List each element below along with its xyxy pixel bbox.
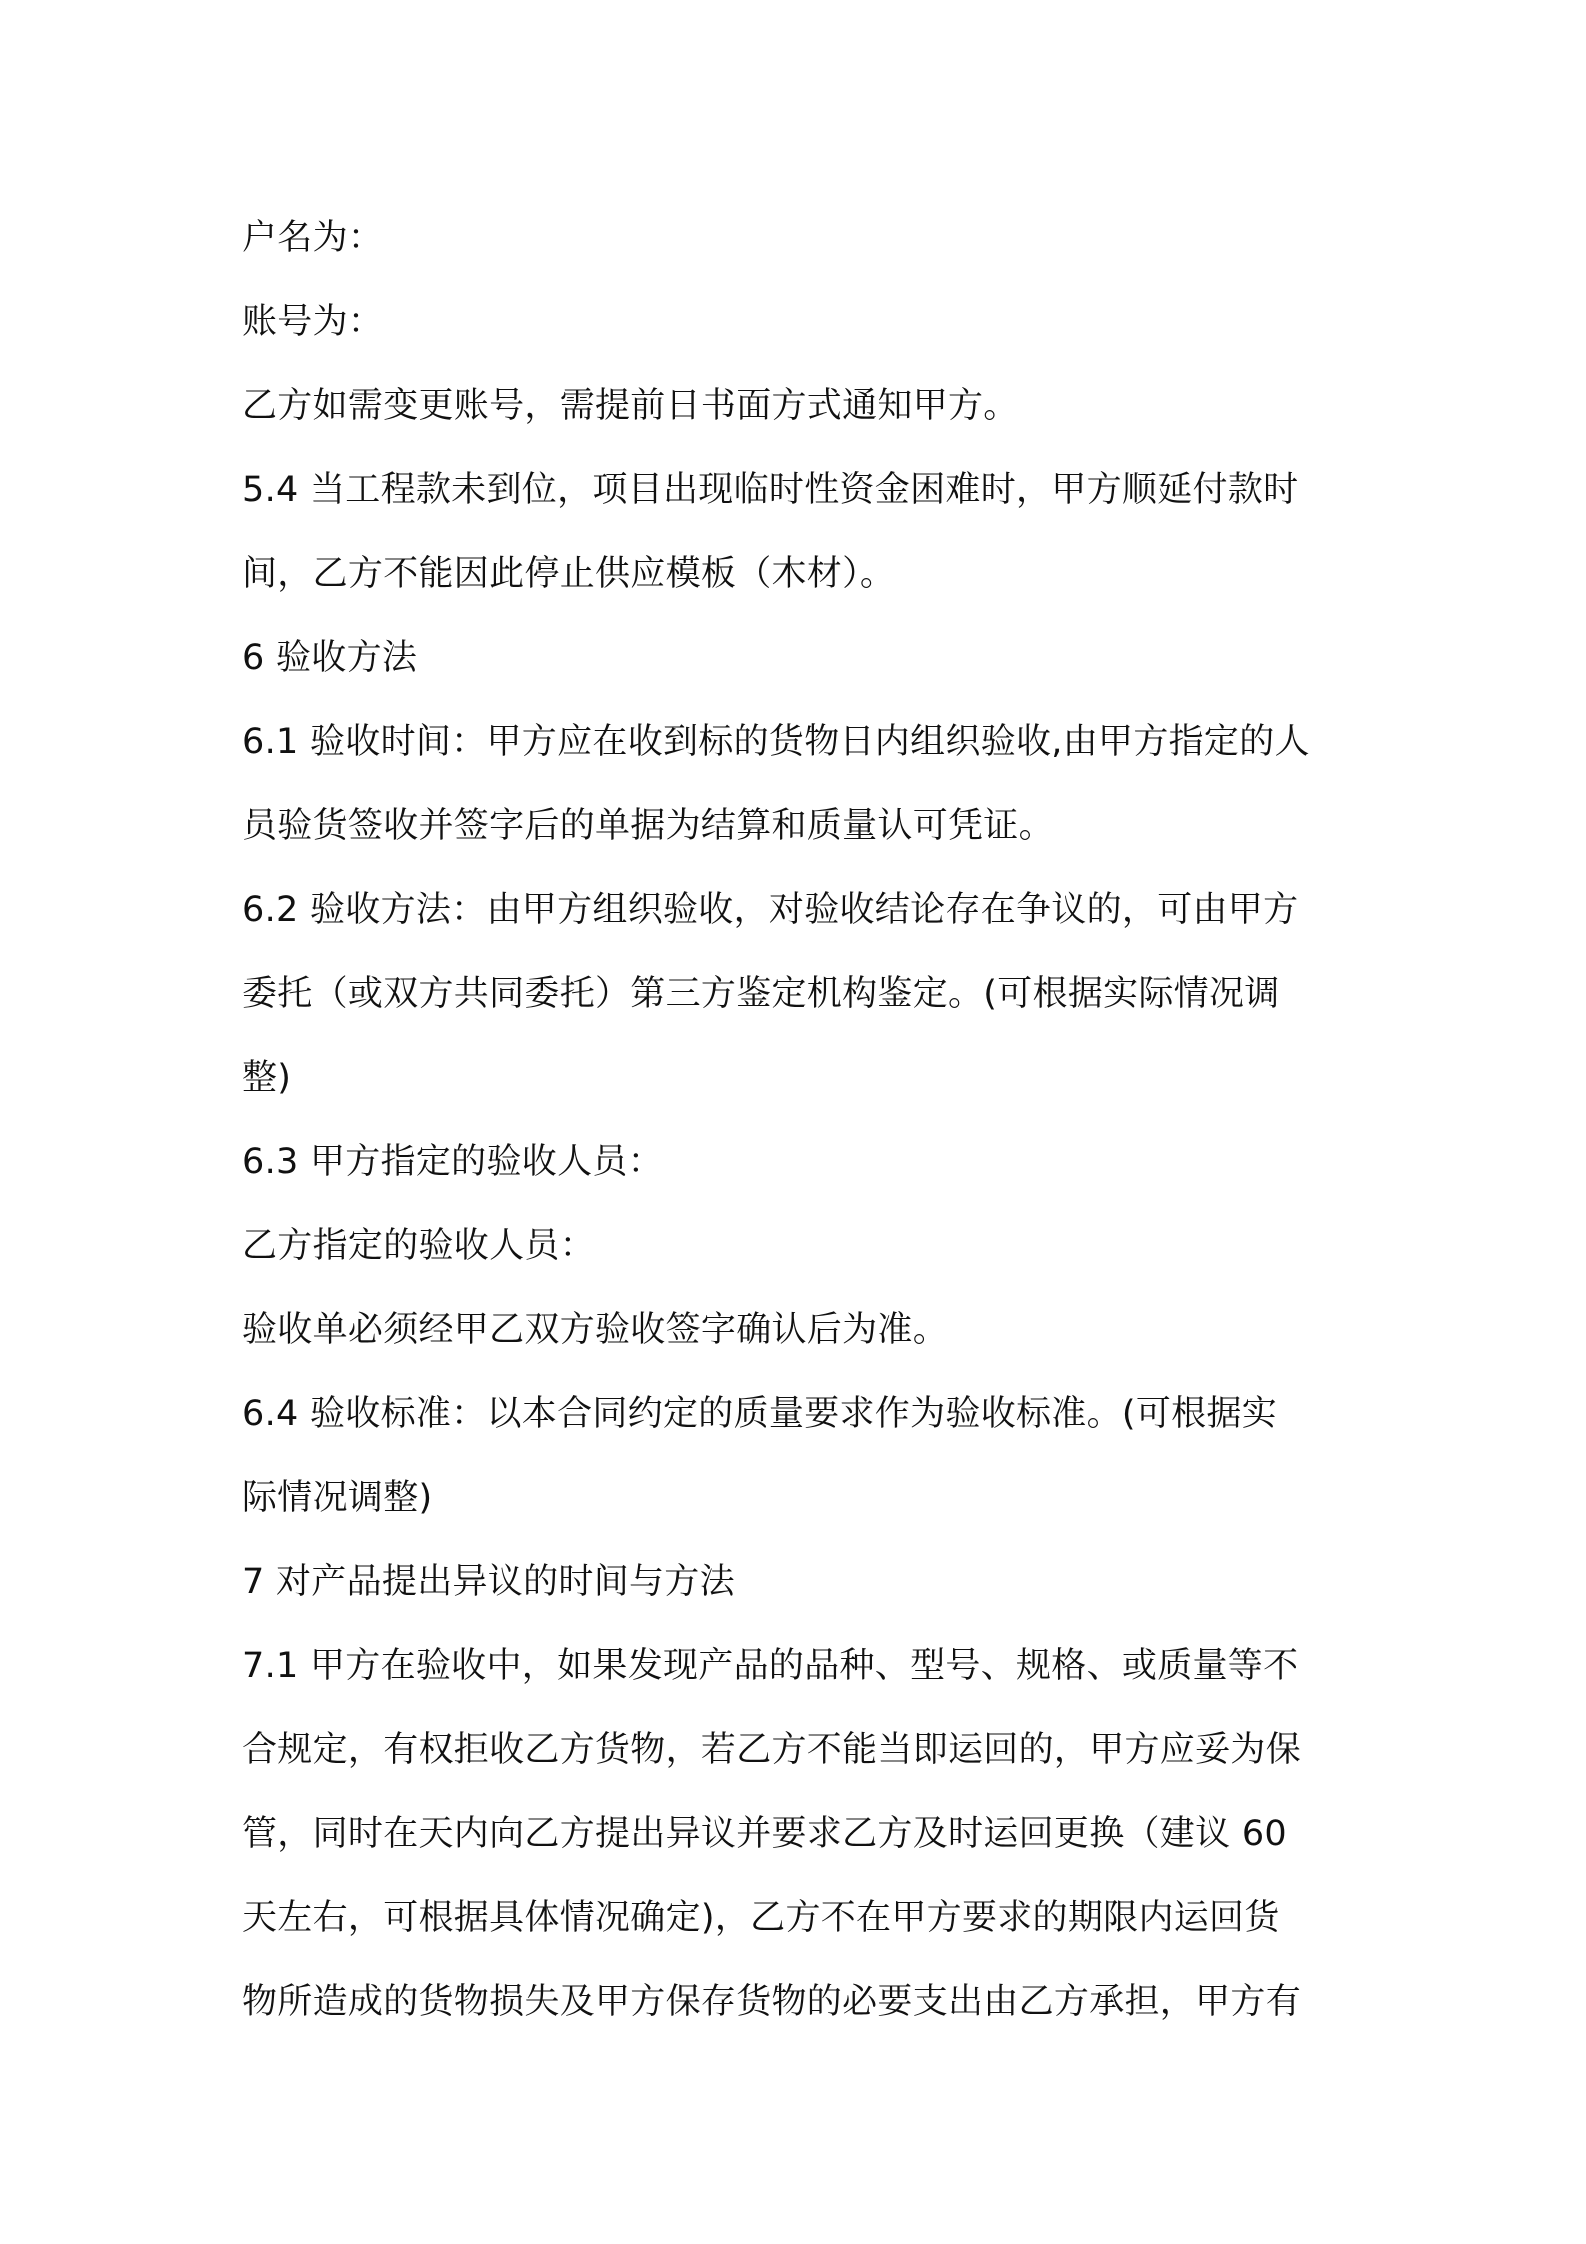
clause-7-1-line-1: 7.1 甲方在验收中，如果发现产品的品种、型号、规格、或质量等不 <box>242 1646 1299 1686</box>
clause-7-1-line-4: 天左右，可根据具体情况确定)，乙方不在甲方要求的期限内运回货 <box>242 1898 1280 1938</box>
clause-6-1-line-1: 6.1 验收时间：甲方应在收到标的货物日内组织验收,由甲方指定的人 <box>242 722 1310 762</box>
clause-6-3-line-1: 6.3 甲方指定的验收人员： <box>242 1142 663 1182</box>
clause-5-4-line-2: 间，乙方不能因此停止供应模板（木材）。 <box>242 554 896 594</box>
account-name-line: 户名为： <box>242 218 384 258</box>
clause-6-3-line-2: 乙方指定的验收人员： <box>242 1226 596 1266</box>
clause-5-4-line-1: 5.4 当工程款未到位，项目出现临时性资金困难时，甲方顺延付款时 <box>242 470 1299 510</box>
clause-6-4-line-2: 际情况调整) <box>242 1478 433 1518</box>
section-7-heading: 7 对产品提出异议的时间与方法 <box>242 1562 735 1602</box>
clause-6-3-line-3: 验收单必须经甲乙双方验收签字确认后为准。 <box>242 1310 949 1350</box>
account-number-line: 账号为： <box>242 302 384 342</box>
section-6-heading: 6 验收方法 <box>242 638 418 678</box>
clause-6-2-line-1: 6.2 验收方法：由甲方组织验收，对验收结论存在争议的，可由甲方 <box>242 890 1299 930</box>
clause-6-2-line-3: 整) <box>242 1058 292 1098</box>
clause-6-4-line-1: 6.4 验收标准：以本合同约定的质量要求作为验收标准。(可根据实 <box>242 1394 1278 1434</box>
clause-7-1-line-3: 管，同时在天内向乙方提出异议并要求乙方及时运回更换（建议 60 <box>242 1814 1287 1854</box>
clause-7-1-line-2: 合规定，有权拒收乙方货物，若乙方不能当即运回的，甲方应妥为保 <box>242 1730 1302 1770</box>
clause-6-1-line-2: 员验货签收并签字后的单据为结算和质量认可凭证。 <box>242 806 1054 846</box>
account-change-line: 乙方如需变更账号，需提前日书面方式通知甲方。 <box>242 386 1019 426</box>
clause-6-2-line-2: 委托（或双方共同委托）第三方鉴定机构鉴定。(可根据实际情况调 <box>242 974 1280 1014</box>
document-body <box>242 196 1360 2044</box>
clause-7-1-line-5: 物所造成的货物损失及甲方保存货物的必要支出由乙方承担，甲方有 <box>242 1982 1302 2022</box>
